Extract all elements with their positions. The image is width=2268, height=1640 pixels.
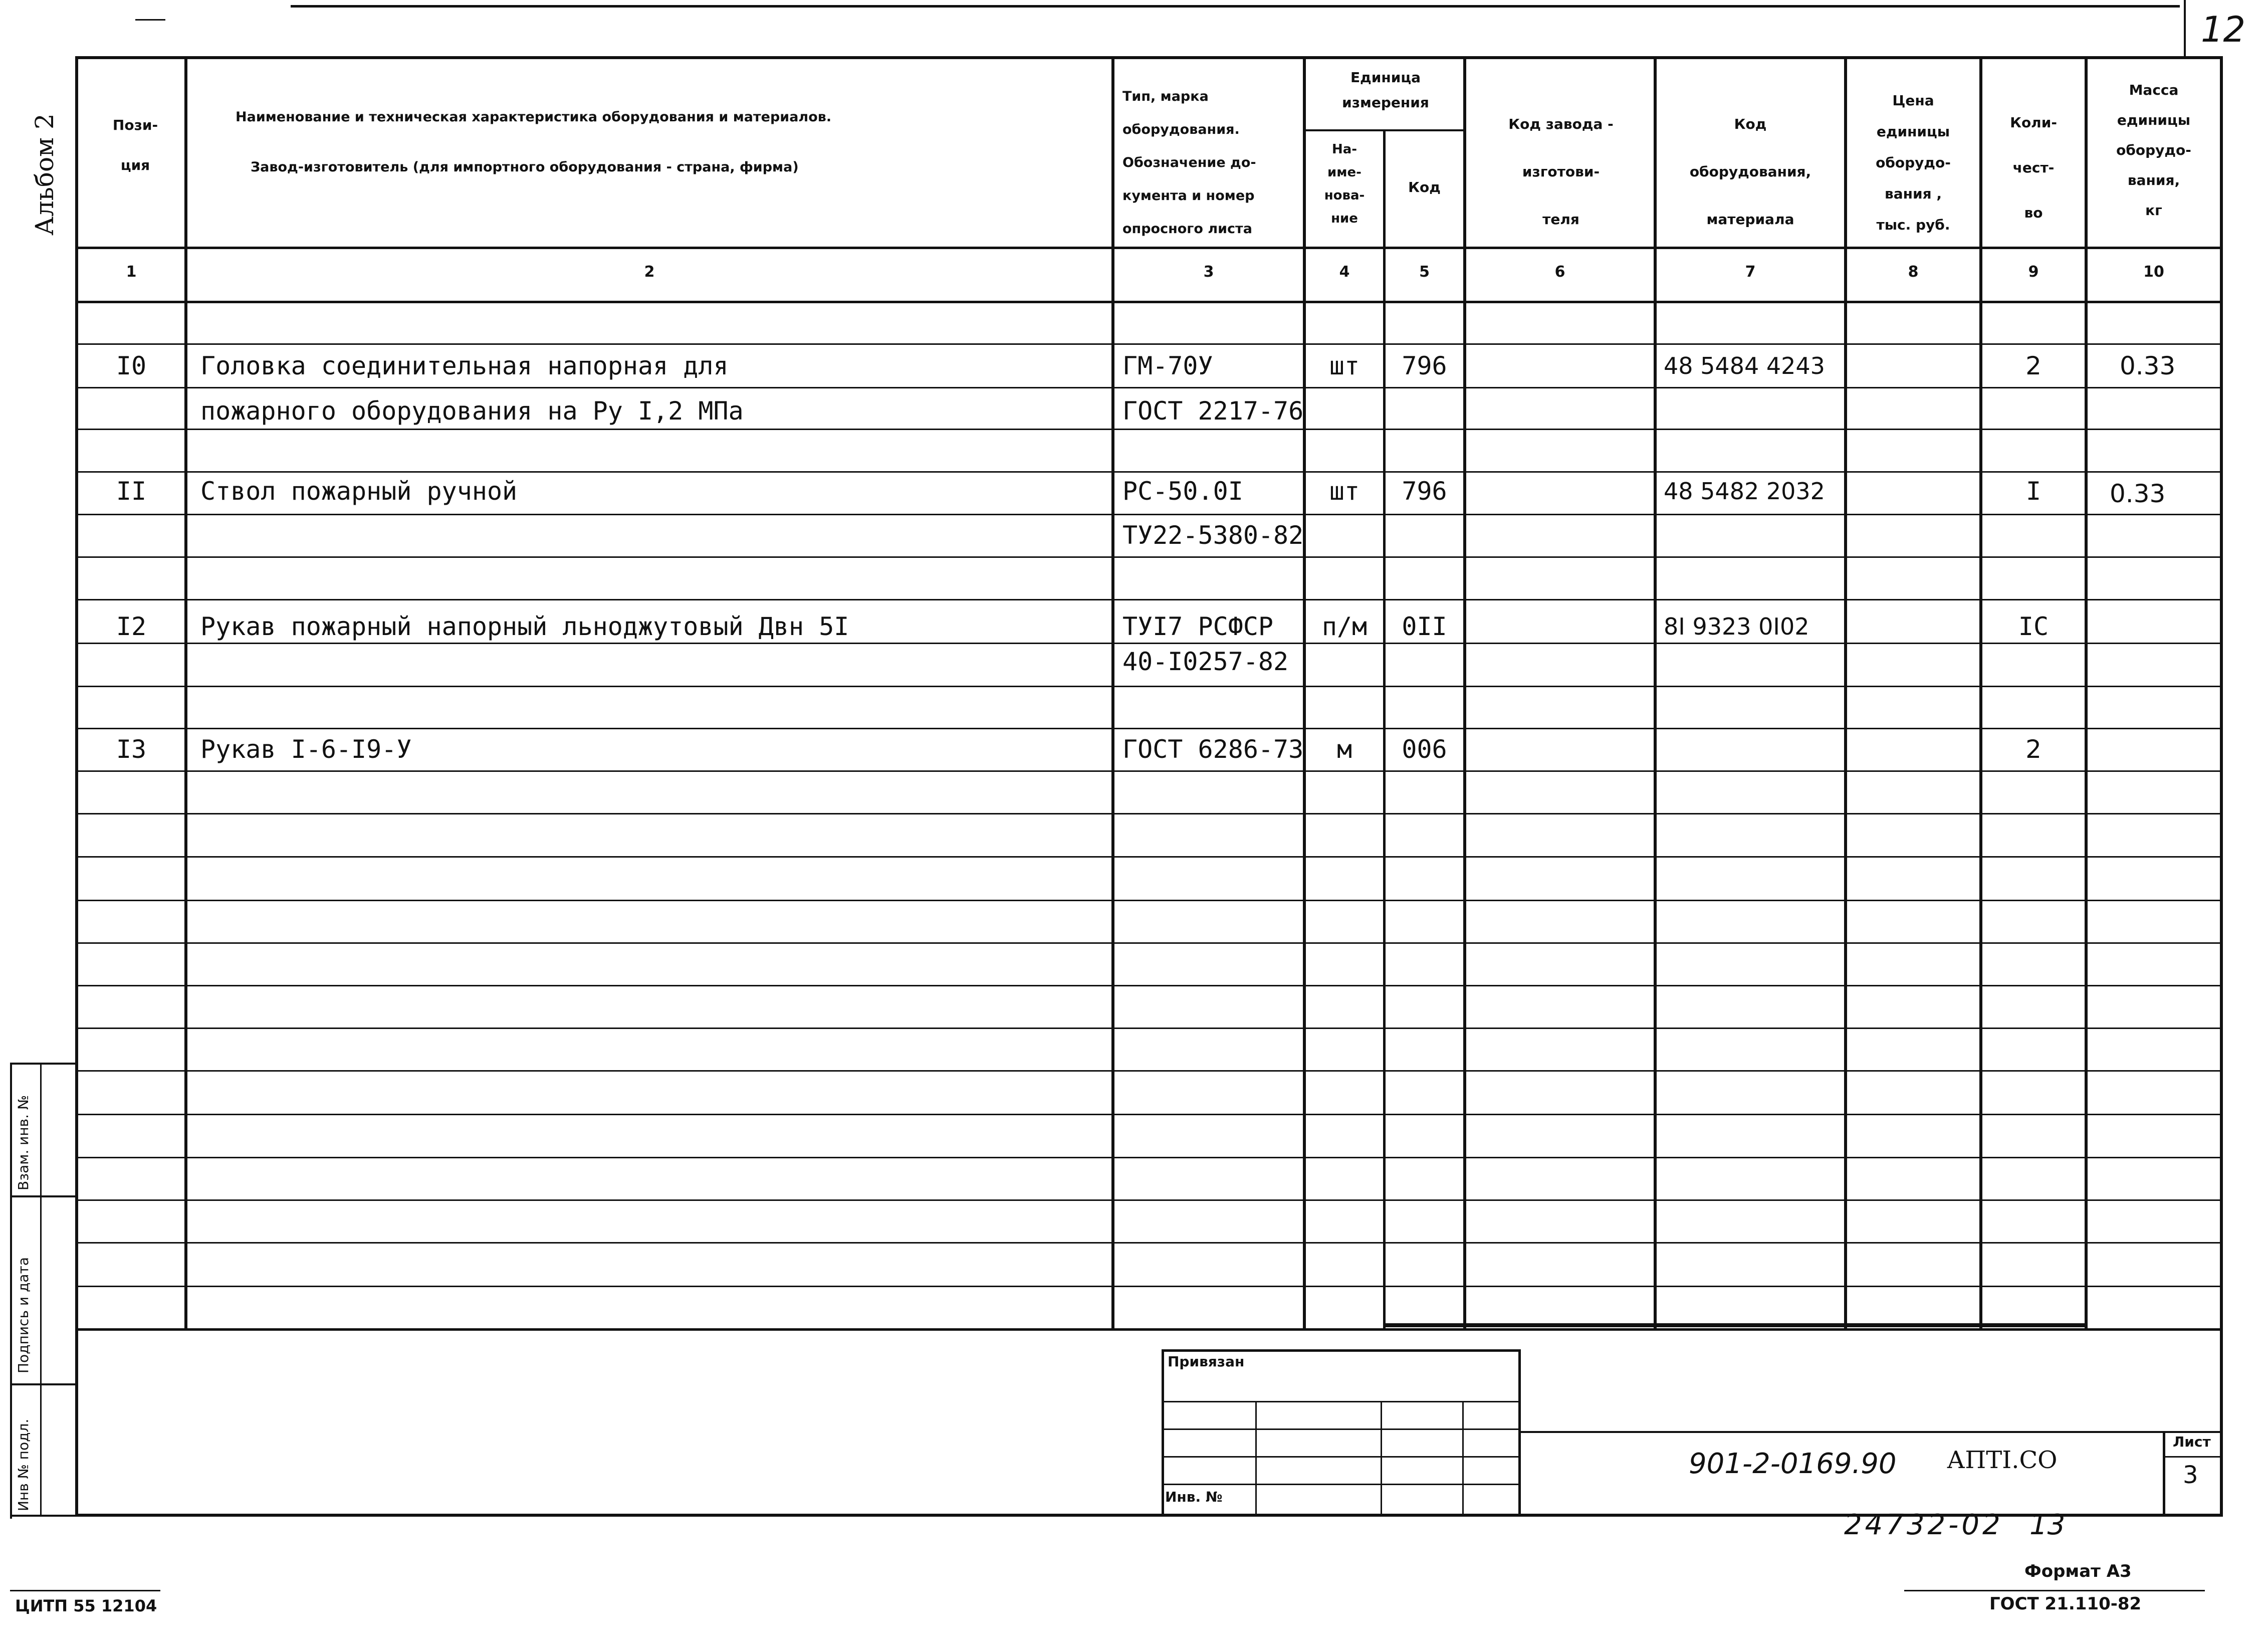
- format-label: Формат А3: [2024, 1561, 2132, 1581]
- stamp-inv-no: Инв. №: [1165, 1489, 1223, 1505]
- row-equipment-code: 48 5484 4243: [1664, 352, 1825, 379]
- col-number-9: 9: [2028, 263, 2039, 281]
- col-number-1: 1: [126, 263, 137, 281]
- header-unit-group: Единица измерения: [1342, 69, 1429, 111]
- row-name: Рукав пожарный напорный льноджутовый Двн 5I: [200, 612, 849, 641]
- row-quantity: 2: [2025, 351, 2042, 380]
- printer-label: ЦИТП 55 12104: [15, 1596, 157, 1615]
- row-type: ТУI7 РСФСР: [1122, 612, 1274, 641]
- strip-inv-no: Инв № подл.: [15, 1418, 32, 1511]
- footer-rule: [1904, 1590, 2205, 1591]
- row-type: РС-50.0I: [1122, 477, 1243, 506]
- row-unit-code: 796: [1402, 477, 1447, 506]
- row-quantity: IC: [2018, 612, 2049, 641]
- header-name-line1: Наименование и техническая характеристика оборудования и материалов.: [236, 109, 832, 125]
- header-position: Пози- ция: [112, 117, 158, 173]
- header-name-line2: Завод-изготовитель (для импортного оборудования - страна, фирма): [251, 159, 799, 175]
- row-mass: 0.33: [2120, 351, 2176, 380]
- strip-replace-inv: Взам. инв. №: [15, 1095, 32, 1190]
- page-corner-number: 12: [2201, 9, 2246, 50]
- header-price: Цена единицы оборудо- вания , тыс. руб.: [1876, 92, 1951, 233]
- row-name: Рукав I-6-I9-У: [200, 735, 412, 764]
- row-equipment-code: 48 5482 2032: [1664, 478, 1825, 505]
- header-type: Тип, марка оборудования. Обозначение до- кумента и номер опросного листа: [1122, 89, 1256, 237]
- row-type: ГМ-70У: [1122, 351, 1213, 380]
- row-position: I0: [116, 351, 147, 380]
- row-quantity: 2: [2025, 735, 2042, 764]
- stamp-privyazan: Привязан: [1168, 1353, 1245, 1370]
- row-unit-code: 0II: [1402, 612, 1447, 641]
- corner-divider: [2184, 0, 2186, 59]
- row-name: Ствол пожарный ручной: [200, 477, 518, 506]
- stamp-sheet-label: Лист: [2173, 1433, 2211, 1450]
- album-label: Альбом 2: [30, 113, 59, 236]
- row-position: I3: [116, 735, 147, 764]
- row-unit: шт: [1329, 351, 1360, 380]
- top-dash: [135, 19, 165, 21]
- standard-label: ГОСТ 21.110-82: [1989, 1594, 2142, 1614]
- stamp-doc-mark: АПТI.СО: [1947, 1446, 2058, 1474]
- col-number-7: 7: [1745, 263, 1756, 281]
- col-number-2: 2: [644, 263, 655, 281]
- col-number-3: 3: [1203, 263, 1214, 281]
- header-equipment-code: Код оборудования, материала: [1689, 116, 1811, 228]
- header-unit-name: На- име- нова- ние: [1324, 142, 1365, 226]
- row-name: Головка соединительная напорная для: [200, 351, 729, 380]
- row-unit-code: 796: [1402, 351, 1447, 380]
- header-mass: Масса единицы оборудо- вания, кг: [2116, 82, 2191, 219]
- header-factory-code: Код завода - изготови- теля: [1508, 116, 1614, 228]
- row-type: 40-I0257-82: [1122, 647, 1289, 676]
- row-unit: шт: [1329, 477, 1360, 506]
- row-unit-code: 006: [1402, 735, 1447, 764]
- footer-rule-left: [10, 1590, 160, 1591]
- col-number-10: 10: [2143, 263, 2164, 281]
- row-type: ТУ22-5380-82: [1122, 521, 1304, 550]
- header-quantity: Коли- чест- во: [2010, 114, 2057, 221]
- row-unit: п/м: [1321, 612, 1368, 641]
- stamp-doc-code: 901-2-0169.90: [1689, 1448, 1897, 1480]
- row-mass: 0.33: [2110, 479, 2166, 508]
- col-number-5: 5: [1419, 263, 1430, 281]
- row-position: I2: [116, 612, 147, 641]
- row-type: ГОСТ 2217-76: [1122, 396, 1304, 426]
- row-equipment-code: 8I 9323 0I02: [1664, 613, 1809, 640]
- header-unit-code: Код: [1408, 179, 1441, 195]
- archive-number: 24732-02: [1844, 1509, 2003, 1541]
- col-number-8: 8: [1908, 263, 1919, 281]
- top-border: [291, 5, 2180, 8]
- archive-subnumber: 13: [2029, 1509, 2066, 1541]
- row-position: II: [116, 477, 147, 506]
- stamp-sheet-number: 3: [2183, 1461, 2198, 1489]
- col-number-6: 6: [1554, 263, 1565, 281]
- strip-signature: Подпись и дата: [15, 1257, 32, 1373]
- row-name: пожарного оборудования на Ру I,2 МПа: [200, 396, 744, 426]
- row-unit: м: [1336, 735, 1352, 764]
- col-number-4: 4: [1339, 263, 1350, 281]
- row-type: ГОСТ 6286-73: [1122, 735, 1304, 764]
- row-quantity: I: [2025, 477, 2042, 506]
